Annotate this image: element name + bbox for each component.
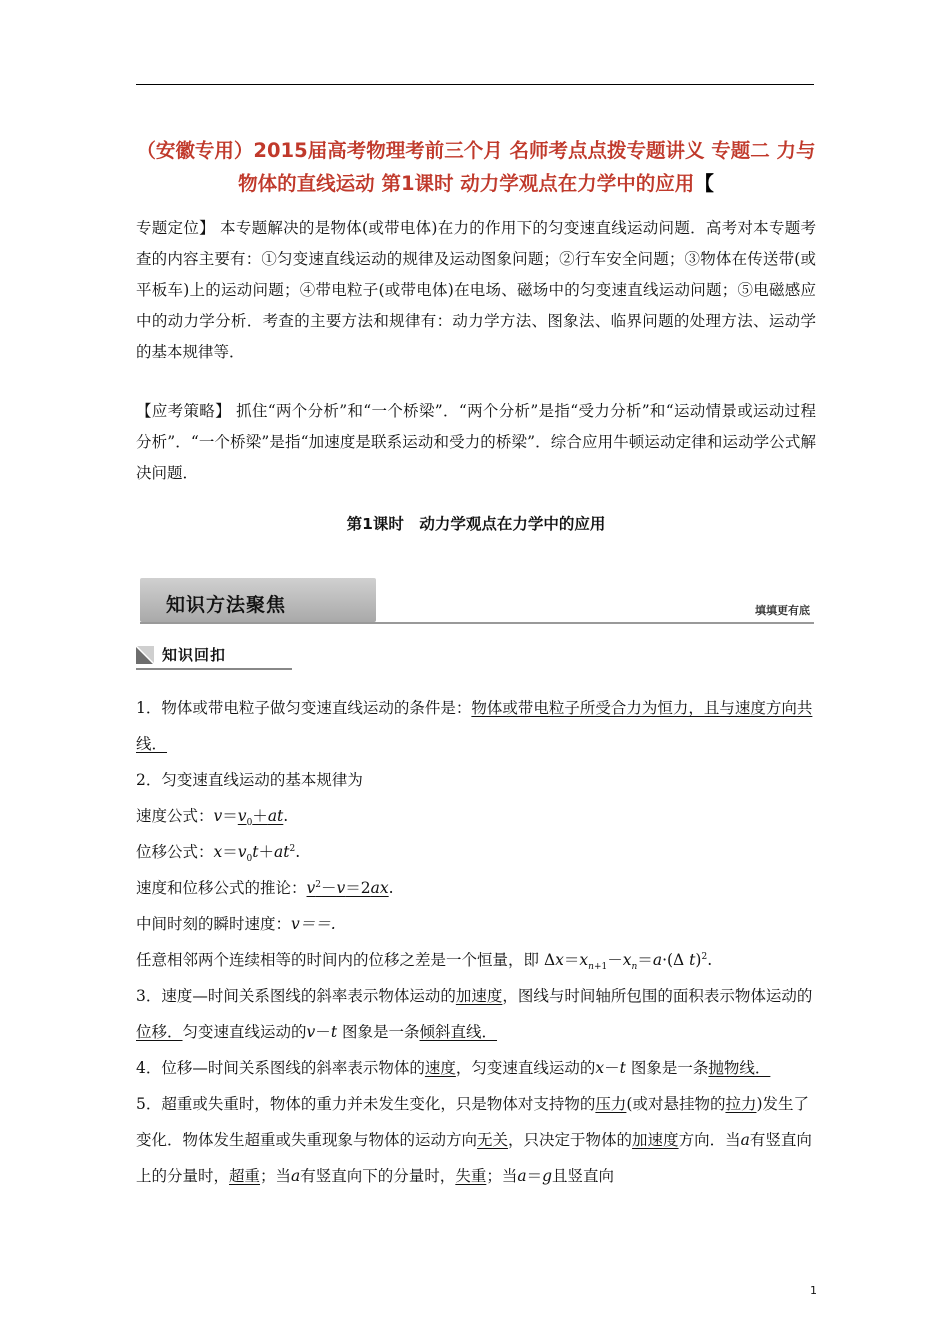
document-title: [136, 134, 816, 200]
item-5-e: )发生了变化．物体发生超重或失重现象与物体的运动方向: [136, 1095, 810, 1149]
item-5-k: 超重: [229, 1167, 261, 1185]
banner-title: 知识方法聚焦: [166, 594, 287, 616]
subsection-underline: [136, 668, 292, 670]
item-4-e: 抛物线．: [708, 1059, 771, 1077]
displacement-difference: 任意相邻两个连续相等的时间内的位移之差是一个恒量，即 $\Delta x=x_{n+1}-x_n=a\cdot(\Delta$ t)$^2$.: [136, 951, 713, 973]
item-4: 4．位移—时间关系图线的斜率表示物体的速度，匀变速直线运动的x－t 图象是一条抛物线．: [136, 1059, 771, 1077]
item-3-c: ，图线与时间轴所包围的面积表示物体运动的: [502, 987, 813, 1005]
item-3: 3．速度—时间关系图线的斜率表示物体运动的加速度，图线与时间轴所包围的面积表示物体运动的位移．匀变速直线运动的v－t 图象是一条倾斜直线．: [136, 987, 813, 1041]
velocity-formula: 速度公式：$v=v_0+at$.: [136, 807, 289, 829]
lesson-title: 第1课时 动力学观点在力学中的应用: [346, 515, 606, 533]
inference-label: 速度和位移公式的推论：: [136, 879, 307, 897]
item-5-h: 加速度: [632, 1131, 679, 1149]
item-5-o: ；当: [486, 1167, 518, 1185]
item-5-m: 有竖直向下的分量时，: [300, 1167, 456, 1185]
item-5-b: 压力: [595, 1095, 627, 1113]
midpoint-label: 中间时刻的瞬时速度：: [136, 915, 292, 933]
diagonal-stripe-icon: [136, 646, 154, 664]
item-2: 2．匀变速直线运动的基本规律为: [136, 771, 363, 789]
knowledge-list: [136, 690, 816, 1194]
item-1: [136, 690, 816, 762]
item-3-b: 加速度: [455, 987, 503, 1005]
item-5-l: ；当: [260, 1167, 292, 1185]
difference-label: 任意相邻两个连续相等的时间内的位移之差是一个恒量，即: [136, 951, 540, 969]
displacement-formula: 位移公式：$x=v_0t+at^2$.: [136, 843, 301, 865]
velocity-label: 速度公式：: [136, 807, 214, 825]
page-number: 1: [810, 1284, 817, 1297]
item-4-b: 速度: [424, 1059, 456, 1077]
item-4-c: ，匀变速直线运动的: [455, 1059, 596, 1077]
item-3-a: 3．速度—时间关系图线的斜率表示物体运动的: [136, 987, 456, 1005]
item-5-a: 5．超重或失重时，物体的重力并未发生变化，只是物体对支持物的: [136, 1095, 596, 1113]
item-5-n: 失重: [455, 1167, 487, 1185]
header-rule: [136, 84, 814, 85]
item-1-text: 1．物体或带电粒子做匀变速直线运动的条件是：: [136, 699, 472, 717]
exam-strategy-paragraph: 【应考策略】 抓住“两个分析”和“一个桥梁”．“两个分析”是指“受力分析”和“运动情景或运动过程分析”．“一个桥梁”是指“加速度是联系运动和受力的桥梁”．综合应用牛顿运动定律和运动学公式解决问题．: [136, 402, 816, 482]
item-5-i: 方向．当: [678, 1131, 741, 1149]
title-text: （安徽专用）2015届高考物理考前三个月 名师考点点拨专题讲义 专题二 力与物体的直线运动 第1课时 动力学观点在力学中的应用: [136, 139, 816, 195]
item-5-f: 无关: [477, 1131, 509, 1149]
midpoint-expr: v＝＝.: [291, 915, 336, 933]
item-3-d: 位移．: [136, 1023, 183, 1041]
item-3-f: 图象是一条: [341, 1023, 420, 1041]
subsection-header: [136, 642, 292, 670]
item-1-answer: 物体或带电粒子所受合力为恒力，且与速度方向共线．: [136, 699, 813, 753]
item-5-d: 拉力: [725, 1095, 757, 1113]
item-5-p: 且竖直向: [552, 1167, 615, 1185]
displacement-label: 位移公式：: [136, 843, 214, 861]
item-4-a: 4．位移—时间关系图线的斜率表示物体的: [136, 1059, 425, 1077]
item-3-g: 倾斜直线．: [419, 1023, 498, 1041]
title-bracket: 【: [694, 172, 714, 195]
banner-tagline: 填填更有底: [755, 604, 810, 617]
item-5-g: ，只决定于物体的: [508, 1131, 633, 1149]
inference-formula: 速度和位移公式的推论：$v^2-v=2ax$.: [136, 879, 394, 897]
topic-positioning-paragraph: 专题定位】 本专题解决的是物体(或带电体)在力的作用下的匀变速直线运动问题．高考对本专题考查的内容主要有：①匀变速直线运动的规律及运动图象问题；②行车安全问题；③物体在传送带(或平板车)上的运动问题；④带电粒子(或带电体)在电场、磁场中的匀变速直线运动问题；⑤电磁感应中的动力学分析．考查的主要方法和规律有：动力学方法、图象法、临界问题的处理方法、运动学的基本规律等．: [136, 219, 816, 361]
item-5-j: 有竖直向上的分量时，: [136, 1131, 812, 1185]
midpoint-velocity: [136, 906, 816, 942]
item-3-e: 匀变速直线运动的: [182, 1023, 307, 1041]
subsection-title: 知识回扣: [162, 646, 227, 664]
section-banner: [136, 578, 814, 624]
item-5: 5．超重或失重时，物体的重力并未发生变化，只是物体对支持物的压力(或对悬挂物的拉力)发生了变化．物体发生超重或失重现象与物体的运动方向无关，只决定于物体的加速度方向．当a有竖直向上的分量时，超重；当a有竖直向下的分量时，失重；当a＝g且竖直向: [136, 1095, 812, 1185]
item-5-c: (或对悬挂物的: [626, 1095, 726, 1113]
item-4-d: 图象是一条: [630, 1059, 709, 1077]
banner-underline: [140, 622, 814, 624]
